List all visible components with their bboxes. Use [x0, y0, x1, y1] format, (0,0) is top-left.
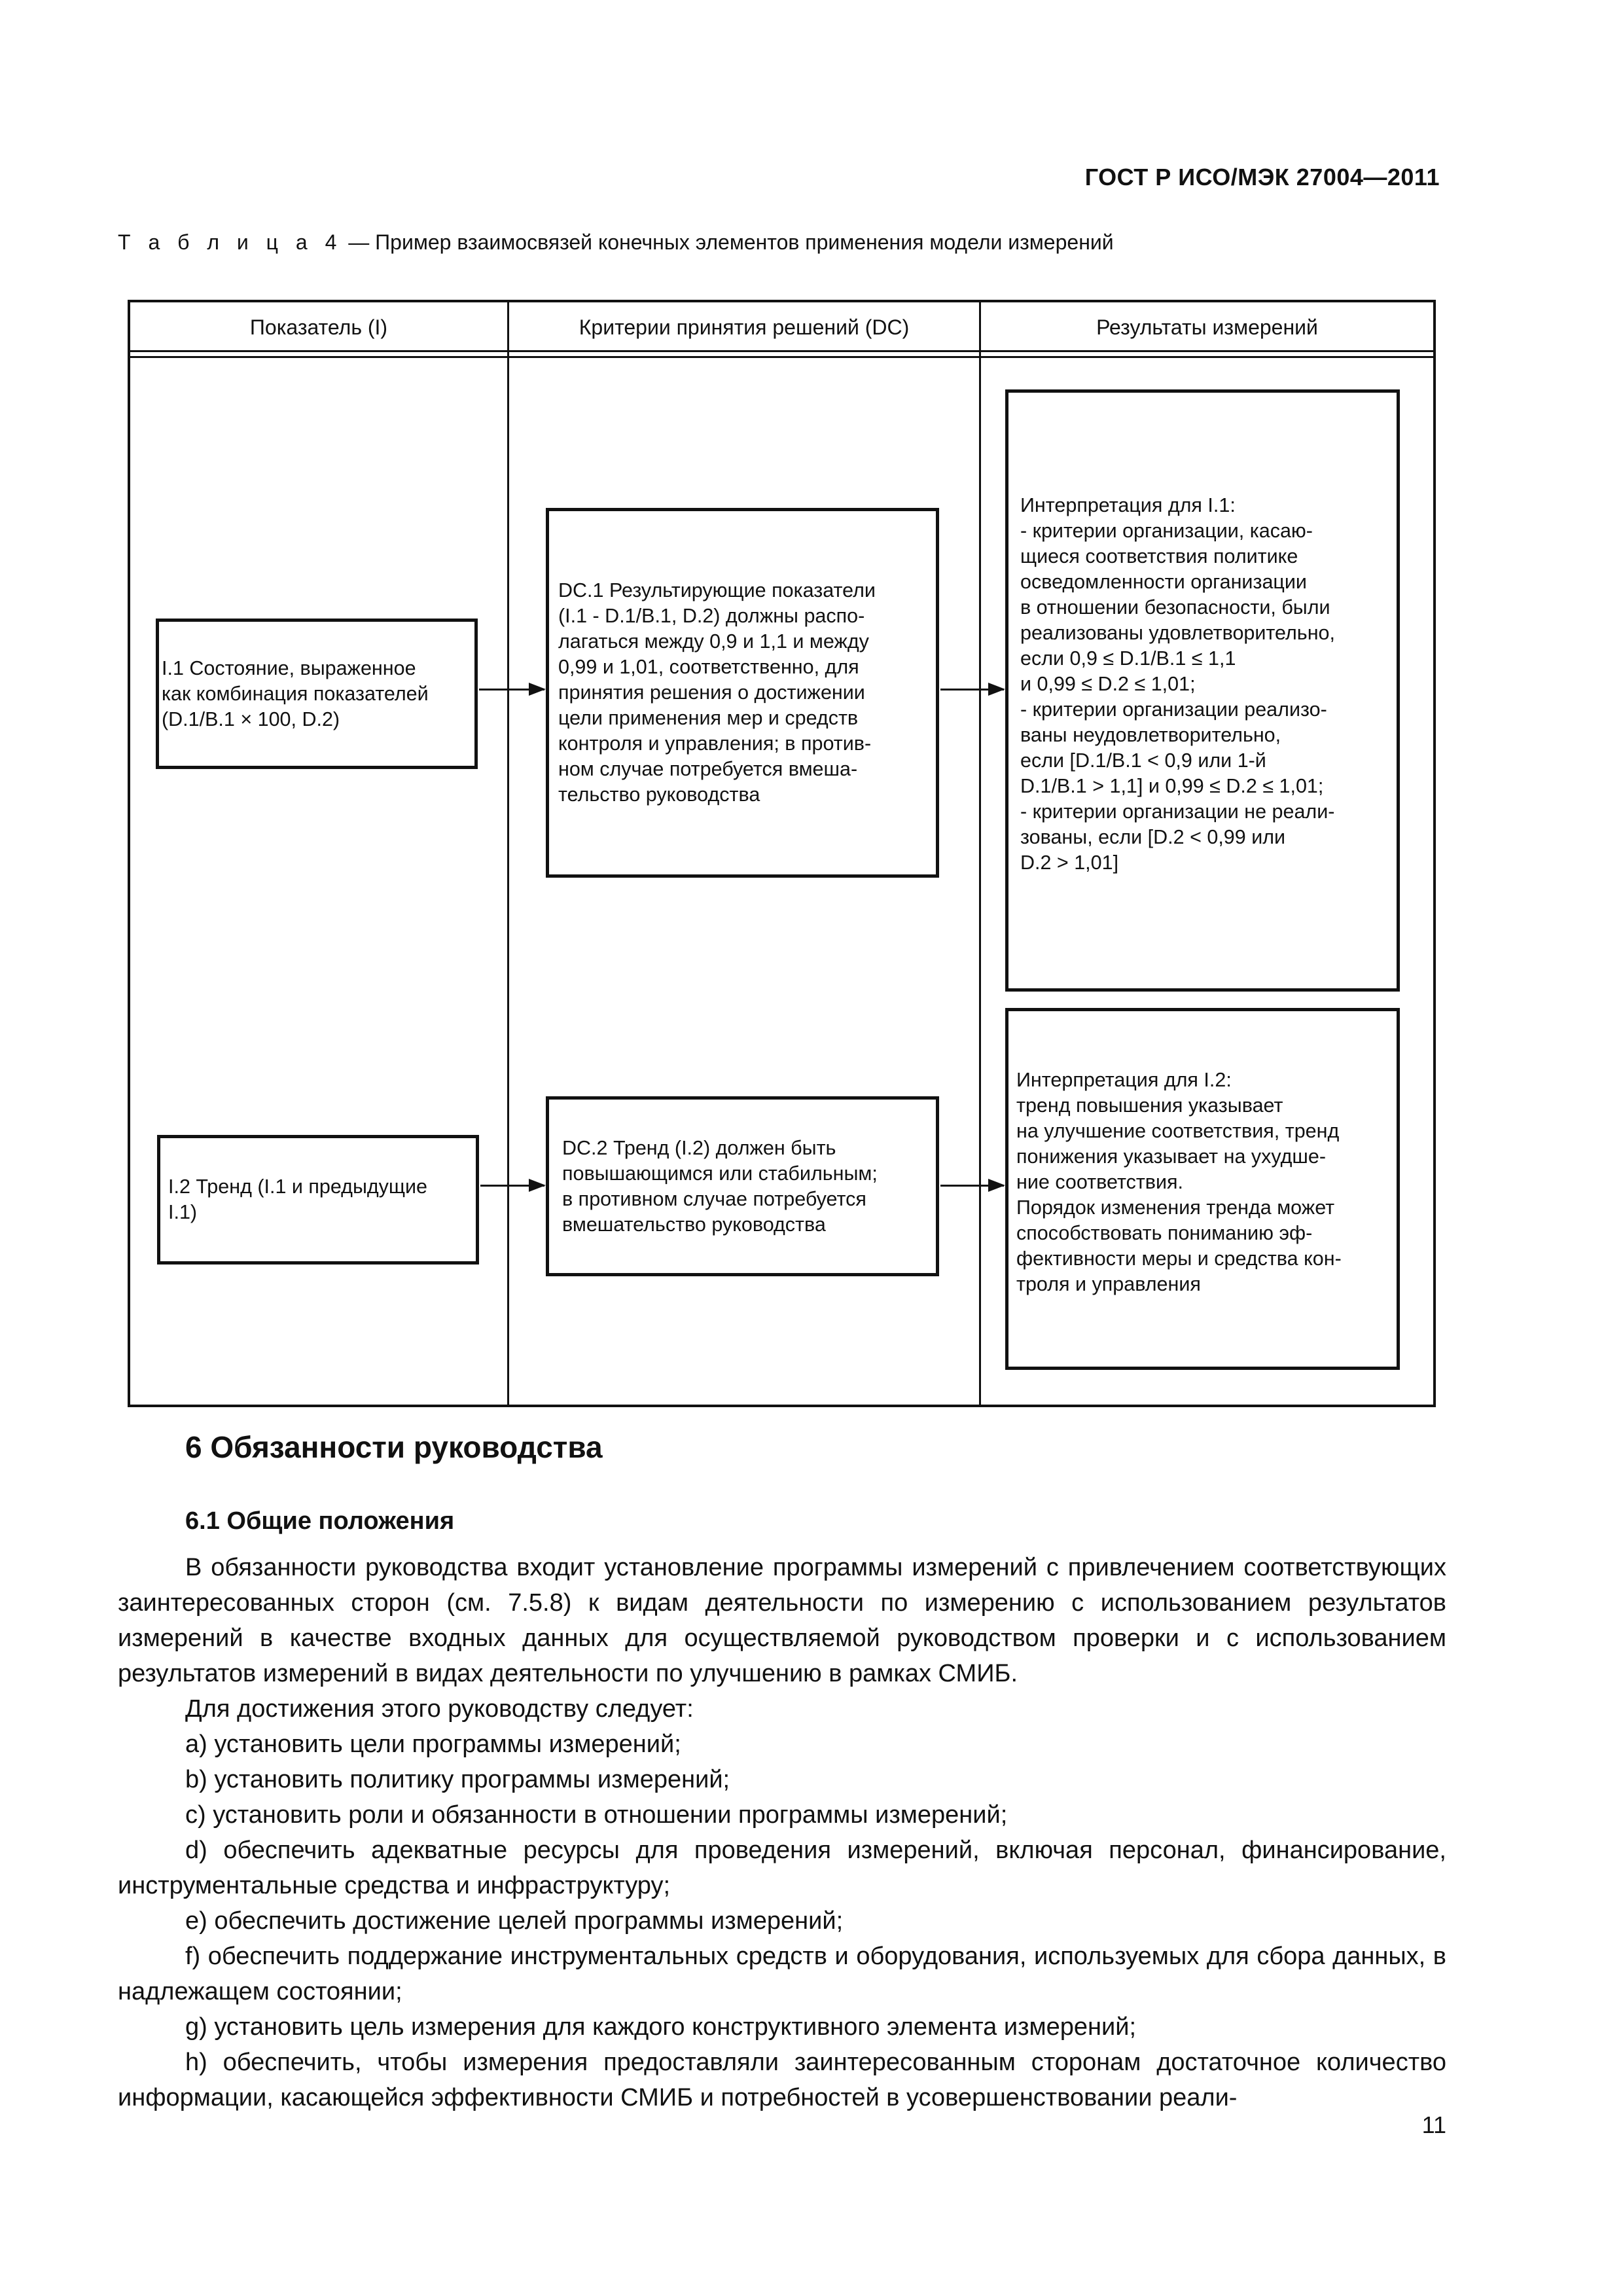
- arrow-indicator-to-criteria-2: [480, 1185, 544, 1187]
- results-box-1: [1005, 389, 1400, 992]
- arrow-indicator-to-criteria-1: [479, 689, 544, 691]
- column-divider: [507, 300, 509, 1407]
- criteria-text-1: DC.1 Результирующие показатели (I.1 - D.1/B.1, D.2) должны распо- лагаться между 0,9 и 1,1 и между 0,99 и 1,01, соответственно, для принятия решения о достижении цели применения мер и средств контроля и управления; в против- ном случае потребуется вмеша- тельство руководства: [558, 579, 876, 806]
- header-divider: [128, 356, 1436, 358]
- arrow-criteria-to-results-1: [940, 689, 1004, 691]
- column-header-results: Результаты измерений: [1096, 315, 1318, 339]
- indicator-text-2: I.2 Тренд (I.1 и предыдущие I.1): [168, 1175, 428, 1223]
- list-item: a) установить цели программы измерений;: [185, 1731, 681, 1758]
- indicator-text-1: I.1 Состояние, выраженное как комбинация показателей (D.1/B.1 × 100, D.2): [162, 656, 429, 730]
- criteria-box-1: [546, 508, 939, 878]
- section-title: 6 Обязанности руководства: [185, 1430, 603, 1464]
- page-number: 11: [1421, 2111, 1446, 2138]
- indicator-box-2: [157, 1135, 479, 1265]
- list-item: g) установить цель измерения для каждого конструктивного элемента измерений;: [185, 2013, 1137, 2041]
- body-text: [118, 1550, 1446, 2115]
- list-item: d) обеспечить адекватные ресурсы для проведения измерений, включая персонал, финансирование, инструментальные средства и инфраструктуру;: [118, 1837, 1446, 1899]
- column-header-indicator: Показатель (I): [249, 315, 388, 339]
- table-caption: [118, 230, 1114, 255]
- list-item: b) установить политику программы измерений;: [185, 1766, 730, 1793]
- header-divider: [128, 350, 1436, 352]
- table-caption-text: — Пример взаимосвязей конечных элементов применения модели измерений: [342, 230, 1114, 254]
- column-divider: [979, 300, 981, 1407]
- results-box-2: [1005, 1008, 1400, 1370]
- list-item: c) установить роли и обязанности в отношении программы измерений;: [185, 1801, 1008, 1829]
- results-text-2: Интерпретация для I.2: тренд повышения указывает на улучшение соответствия, тренд понижения указывает на ухудше- ние соответствия. Порядок изменения тренда может способствовать пониманию эф- фективности меры и средства кон- троля и управления: [1016, 1069, 1342, 1295]
- subsection-title: 6.1 Общие положения: [185, 1507, 455, 1535]
- arrow-criteria-to-results-2: [940, 1185, 1004, 1187]
- paragraph: В обязанности руководства входит установление программы измерений с привлечением соответствующих заинтересованных сторон (см. 7.5.8) к видам деятельности по измерению с использованием результатов измерений в качестве входных данных для осуществляемой руководством проверки и с использованием результатов измерений в видах деятельности по улучшению в рамках СМИБ.: [118, 1554, 1446, 1687]
- list-item: e) обеспечить достижение целей программы измерений;: [185, 1907, 844, 1935]
- column-header-criteria: Критерии принятия решений (DC): [579, 315, 910, 339]
- document-header: ГОСТ Р ИСО/МЭК 27004—2011: [1084, 164, 1440, 190]
- criteria-text-2: DC.2 Тренд (I.2) должен быть повышающимся или стабильным; в противном случае потребуется вмешательство руководства: [562, 1136, 878, 1236]
- list-item: f) обеспечить поддержание инструментальных средств и оборудования, используемых для сбора данных, в надлежащем состоянии;: [118, 1943, 1446, 2005]
- indicator-box-1: [156, 619, 478, 769]
- list-item: h) обеспечить, чтобы измерения предоставляли заинтересованным сторонам достаточное количество информации, касающейся эффективности СМИБ и потребностей в усовершенствовании реали-: [118, 2049, 1446, 2111]
- results-text-1: Интерпретация для I.1: - критерии организации, касаю- щиеся соответствия политике осведомленности организации в отношении безопасности, были реализованы удовлетворительно, если 0,9 ≤ D.1/B.1 ≤ 1,1 и 0,99 ≤ D.2 ≤ 1,01; - критерии организации реализо- ваны неудовлетворительно, если [D.1/B.1 < 0,9 или 1-й D.1/B.1 > 1,1] и 0,99 ≤ D.2 ≤ 1,01; - критерии организации не реали- зованы, если [D.2 < 0,99 или D.2 > 1,01]: [1020, 494, 1335, 874]
- table-caption-label: Т а б л и ц а 4: [118, 230, 343, 254]
- paragraph: Для достижения этого руководству следует:: [185, 1695, 694, 1723]
- criteria-box-2: [546, 1096, 939, 1276]
